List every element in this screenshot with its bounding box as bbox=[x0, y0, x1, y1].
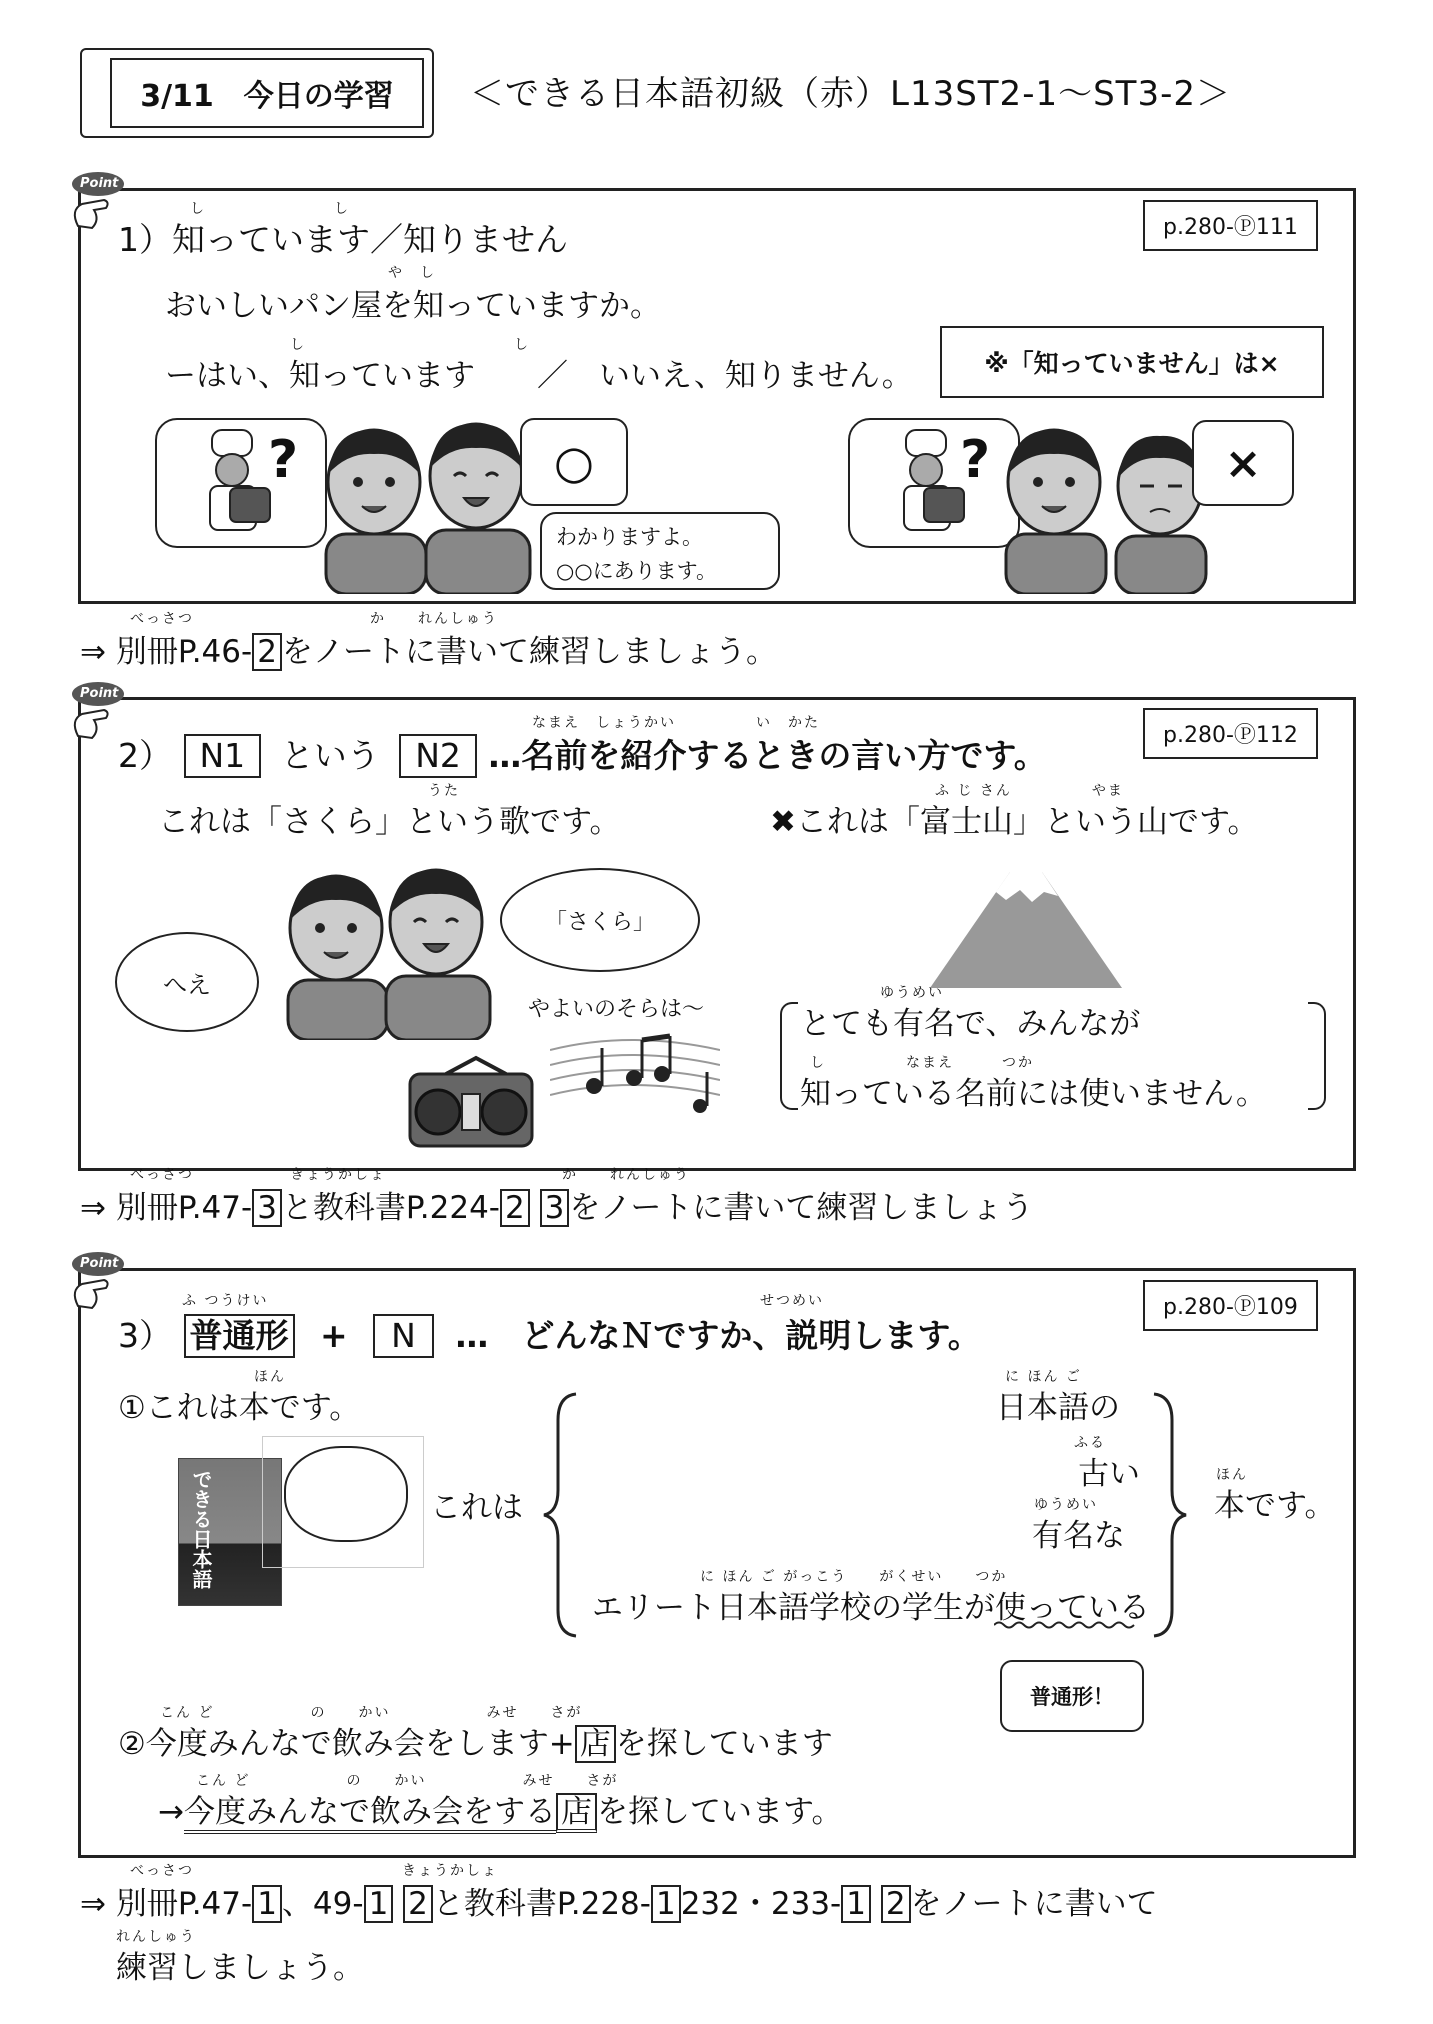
ruby: ふ じ さん やま bbox=[935, 783, 1124, 799]
ruby: に ほん ご がっこう がくせい つか bbox=[700, 1569, 1008, 1585]
section-3-footer-2: 練習しましょう。 bbox=[116, 1950, 364, 1986]
footer-text: 、49- bbox=[281, 1886, 364, 1922]
song-lyric: やよいのそらは〜 bbox=[528, 997, 705, 1022]
section-2-heading bbox=[118, 730, 1047, 778]
heading-mid: という bbox=[280, 736, 380, 775]
option-1: 日本語の bbox=[996, 1390, 1120, 1426]
mise-box: 店 bbox=[575, 1725, 616, 1763]
footer-ruby: べっさつ きょうかしょ か れんしゅう bbox=[130, 1167, 690, 1183]
section-1-heading: 1）知っています／知りません bbox=[118, 220, 568, 259]
lesson-subtitle: ＜できる日本語初級（赤）L13ST2-1〜ST3-2＞ bbox=[470, 74, 1231, 114]
option-4: エリート日本語学校の学生が使っている bbox=[592, 1590, 1150, 1626]
example-ok: これは「さくら」という歌です。 bbox=[158, 804, 621, 840]
example-2-text: ②今度みんなで飲み会をします+ bbox=[118, 1726, 575, 1762]
exercise-box: 3 bbox=[252, 1189, 282, 1227]
baker-icon bbox=[190, 428, 280, 538]
exercise-box: 3 bbox=[540, 1189, 570, 1227]
ruby: ゆうめい bbox=[1034, 1497, 1098, 1513]
exercise-box: 1 bbox=[651, 1885, 681, 1923]
n2-box: N2 bbox=[399, 734, 477, 778]
example-2 bbox=[118, 1718, 833, 1763]
example-1: ①これは本です。 bbox=[118, 1390, 361, 1426]
exercise-box: 1 bbox=[364, 1885, 394, 1923]
ruby: ほん bbox=[254, 1369, 286, 1385]
speech-line-1: わかりますよ。 bbox=[556, 525, 703, 549]
thought-cloud bbox=[284, 1446, 408, 1542]
ng-mark: × bbox=[1224, 437, 1262, 489]
ruby: なまえ しょうかい い かた bbox=[532, 715, 820, 731]
heading-num: 3） bbox=[118, 1316, 172, 1355]
footer-text: をノートに書いて練習しましょう。 bbox=[281, 634, 777, 670]
exercise-box: 2 bbox=[500, 1189, 530, 1227]
page-ref: p.280-Ⓟ112 bbox=[1143, 708, 1318, 759]
hon-desu: 本です。 bbox=[1214, 1488, 1336, 1524]
example-answer: ーはい、知っています ／ いいえ、知りません。 bbox=[165, 358, 913, 394]
plus: + bbox=[320, 1316, 348, 1355]
footer-text: ⇒ 別冊P.47- bbox=[80, 1190, 253, 1226]
footer-text: をノートに書いて bbox=[910, 1886, 1158, 1922]
date-title: 3/11 今日の学習 bbox=[110, 58, 424, 128]
section-3-heading bbox=[118, 1310, 981, 1358]
sakura-text: 「さくら」 bbox=[544, 909, 655, 935]
note-line-2: 知っている名前には使いません。 bbox=[800, 1076, 1267, 1112]
brace-right bbox=[1150, 1390, 1190, 1640]
ruby: し し bbox=[290, 337, 530, 353]
ruby: や し bbox=[388, 265, 436, 281]
footer-ruby: べっさつ か れんしゅう bbox=[130, 611, 498, 627]
ruby: し なまえ つか bbox=[810, 1055, 1034, 1071]
mise-box: 店 bbox=[556, 1793, 597, 1833]
n1-box: N1 bbox=[184, 734, 262, 778]
heading-rest: … どんなＮですか、説明します。 bbox=[455, 1316, 981, 1355]
hee-bubble bbox=[115, 932, 259, 1032]
option-2: 古い bbox=[1078, 1456, 1140, 1492]
futsuukei-callout bbox=[1000, 1660, 1144, 1732]
exercise-box: 1 bbox=[841, 1885, 871, 1923]
speech-line-2: ○○にあります。 bbox=[556, 559, 717, 583]
ruby: ゆうめい bbox=[880, 985, 944, 1001]
futsuukei-box: 普通形 bbox=[184, 1314, 295, 1358]
heading-ruby: し し bbox=[190, 201, 350, 217]
example-question: おいしいパン屋を知っていますか。 bbox=[165, 288, 661, 324]
warning-note bbox=[940, 326, 1324, 398]
point-badge: Point bbox=[80, 686, 119, 701]
ruby: れんしゅう bbox=[116, 1929, 196, 1945]
brace-left bbox=[540, 1390, 580, 1640]
section-1-footer bbox=[80, 626, 777, 671]
example-3-rest: を探しています。 bbox=[596, 1794, 843, 1830]
example-ng: ✖これは「富士山」という山です。 bbox=[770, 804, 1259, 840]
page-ref: p.280-Ⓟ111 bbox=[1143, 200, 1318, 251]
bracket-left bbox=[780, 1002, 798, 1110]
example-2-rest: を探しています bbox=[615, 1726, 833, 1762]
heading-rest: …名前を紹介するときの言い方です。 bbox=[488, 736, 1047, 775]
example-3 bbox=[158, 1786, 843, 1833]
ruby: こん ど の かい みせ さが bbox=[160, 1705, 583, 1721]
section-2-footer bbox=[80, 1182, 1033, 1227]
sakura-bubble bbox=[500, 868, 700, 972]
footer-text: ⇒ 別冊P.47- bbox=[80, 1886, 253, 1922]
warning-text: ※「知っていません」は× bbox=[984, 349, 1280, 378]
music-notes-icon bbox=[550, 1020, 720, 1120]
point-badge: Point bbox=[80, 1256, 119, 1271]
book-title: できる日本語 bbox=[189, 1469, 213, 1589]
note-line-1: とても有名で、みんなが bbox=[800, 1006, 1141, 1042]
man-singing-icon bbox=[370, 864, 500, 1040]
footer-ruby: べっさつ きょうかしょ bbox=[130, 1863, 498, 1879]
ok-bubble bbox=[520, 418, 628, 506]
footer-text: をノートに書いて練習しましょう bbox=[569, 1190, 1034, 1226]
hee-text: へえ bbox=[163, 970, 211, 999]
section-3-footer bbox=[80, 1878, 1158, 1923]
n-box: N bbox=[373, 1314, 434, 1358]
ruby: こん ど の かい みせ さが bbox=[196, 1773, 619, 1789]
exercise-box: 1 bbox=[252, 1885, 282, 1923]
footer-text: 232・233- bbox=[680, 1886, 842, 1922]
question-mark: ? bbox=[268, 430, 299, 490]
point-badge: Point bbox=[80, 176, 119, 191]
wavy-underline bbox=[994, 1620, 1140, 1630]
ruby: に ほん ご bbox=[1005, 1369, 1082, 1385]
option-3: 有名な bbox=[1032, 1518, 1125, 1554]
arrow: → bbox=[158, 1794, 184, 1830]
exercise-box: 2 bbox=[403, 1885, 433, 1923]
exercise-box: 2 bbox=[881, 1885, 911, 1923]
speech-bubble bbox=[540, 512, 780, 590]
page-ref: p.280-Ⓟ109 bbox=[1143, 1280, 1318, 1331]
ruby: ふ つうけい bbox=[182, 1293, 269, 1309]
futsuukei-note: 普通形！ bbox=[1030, 1685, 1114, 1709]
mount-fuji-icon bbox=[926, 858, 1126, 992]
ruby: せつめい bbox=[760, 1293, 824, 1309]
korewa-text: これは bbox=[430, 1490, 523, 1526]
footer-text: ⇒ 別冊P.46- bbox=[80, 634, 253, 670]
ruby: ほん bbox=[1216, 1467, 1248, 1483]
title-scroll bbox=[80, 48, 434, 138]
example-3-text: 今度みんなで飲み会をする bbox=[184, 1794, 556, 1834]
ng-bubble bbox=[1192, 420, 1294, 506]
bracket-right bbox=[1308, 1002, 1326, 1110]
ruby: ふる bbox=[1074, 1435, 1106, 1451]
heading-num: 2） bbox=[118, 736, 172, 775]
exercise-box: 2 bbox=[252, 633, 282, 671]
question-mark-2: ? bbox=[960, 430, 991, 490]
radio-icon bbox=[406, 1054, 536, 1150]
footer-text: と教科書P.228- bbox=[432, 1886, 651, 1922]
footer-text: と教科書P.224- bbox=[281, 1190, 500, 1226]
ruby: うた bbox=[428, 783, 460, 799]
ok-mark: ○ bbox=[553, 435, 595, 489]
